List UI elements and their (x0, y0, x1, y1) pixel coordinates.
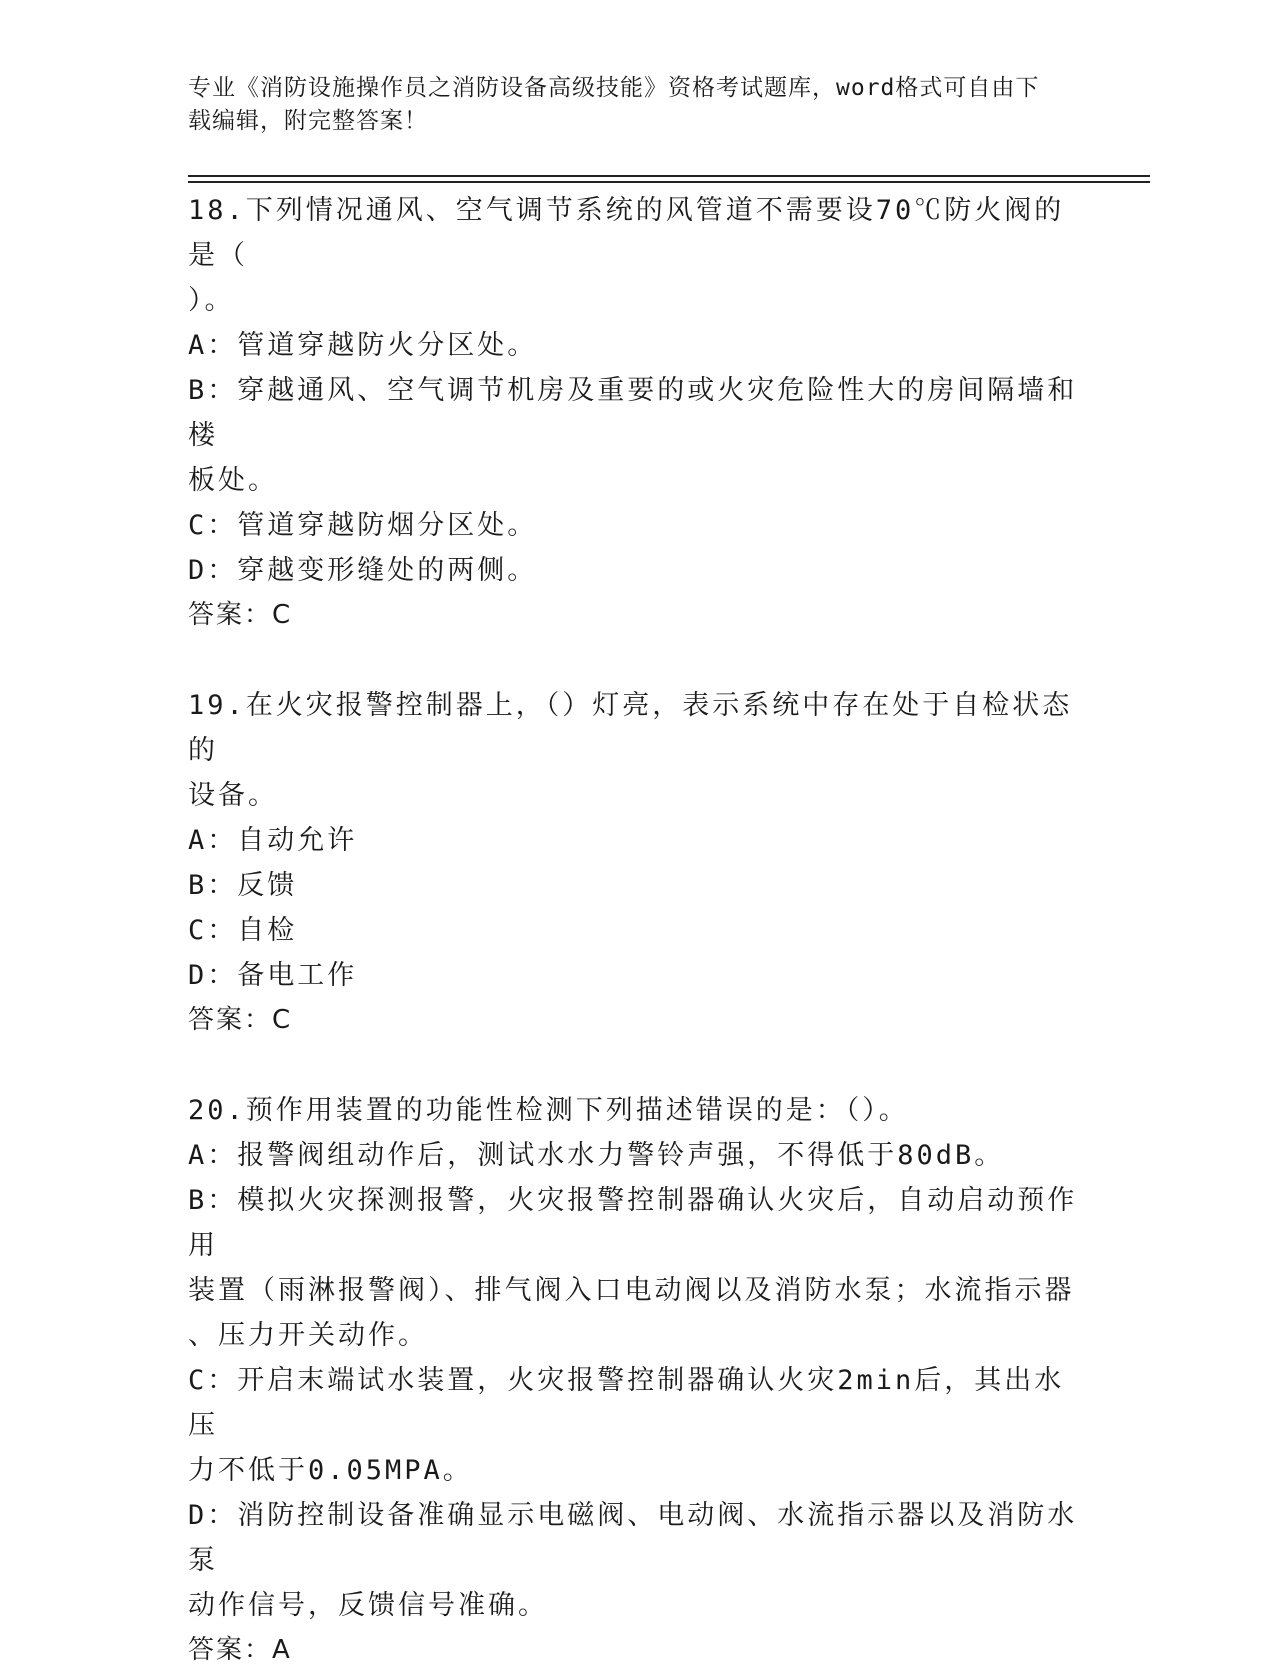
question-stem-line: ）。 (188, 285, 235, 316)
option-c: C：开启末端试水装置，火灾报警控制器确认火灾2min后，其出水压 (188, 1365, 1065, 1441)
question-stem-line: 19.在火灾报警控制器上，（）灯亮，表示系统中存在处于自检状态的 (188, 690, 1073, 766)
option-a: A：报警阀组动作后，测试水水力警铃声强，不得低于80dB。 (188, 1140, 1005, 1171)
option-b-continued: 板处。 (188, 465, 278, 496)
option-c: C：管道穿越防烟分区处。 (188, 510, 538, 541)
option-d: D：穿越变形缝处的两侧。 (188, 555, 538, 586)
option-b: B：反馈 (188, 870, 298, 901)
question-stem-line: 18.下列情况通风、空气调节系统的风管道不需要设70℃防火阀的是（ (188, 195, 1065, 271)
option-d: D：备电工作 (188, 960, 358, 991)
option-c-continued: 力不低于0.05MPA。 (188, 1455, 473, 1486)
header-divider-top (188, 175, 1150, 177)
answer-label: 答案：A (188, 1635, 292, 1665)
question-stem-line: 设备。 (188, 780, 278, 811)
document-header (188, 72, 1068, 138)
option-a: A：管道穿越防火分区处。 (188, 330, 538, 361)
question-stem-line: 20.预作用装置的功能性检测下列描述错误的是：（）。 (188, 1095, 909, 1126)
question-19 (188, 683, 1083, 1043)
option-a: A：自动允许 (188, 825, 358, 856)
spacer (188, 1043, 1083, 1088)
question-list (188, 188, 1083, 1673)
answer-label: 答案：C (188, 600, 293, 630)
header-divider-bottom (188, 181, 1150, 183)
option-b: B：穿越通风、空气调节机房及重要的或火灾危险性大的房间隔墙和楼 (188, 375, 1078, 451)
option-b-continued: 、压力开关动作。 (188, 1320, 428, 1351)
option-b: B：模拟火灾探测报警，火灾报警控制器确认火灾后，自动启动预作用 (188, 1185, 1078, 1261)
header-line-1: 专业《消防设施操作员之消防设备高级技能》资格考试题库，word格式可自由下 (188, 75, 1040, 101)
spacer (188, 638, 1083, 683)
option-b-continued: 装置（雨淋报警阀）、排气阀入口电动阀以及消防水泵；水流指示器 (188, 1275, 1075, 1306)
option-c: C：自检 (188, 915, 298, 946)
answer-label: 答案：C (188, 1005, 293, 1035)
question-18 (188, 188, 1083, 638)
option-d-continued: 动作信号，反馈信号准确。 (188, 1590, 548, 1621)
question-20 (188, 1088, 1083, 1673)
header-line-2: 载编辑，附完整答案！ (188, 108, 428, 134)
option-d: D：消防控制设备准确显示电磁阀、电动阀、水流指示器以及消防水泵 (188, 1500, 1078, 1576)
